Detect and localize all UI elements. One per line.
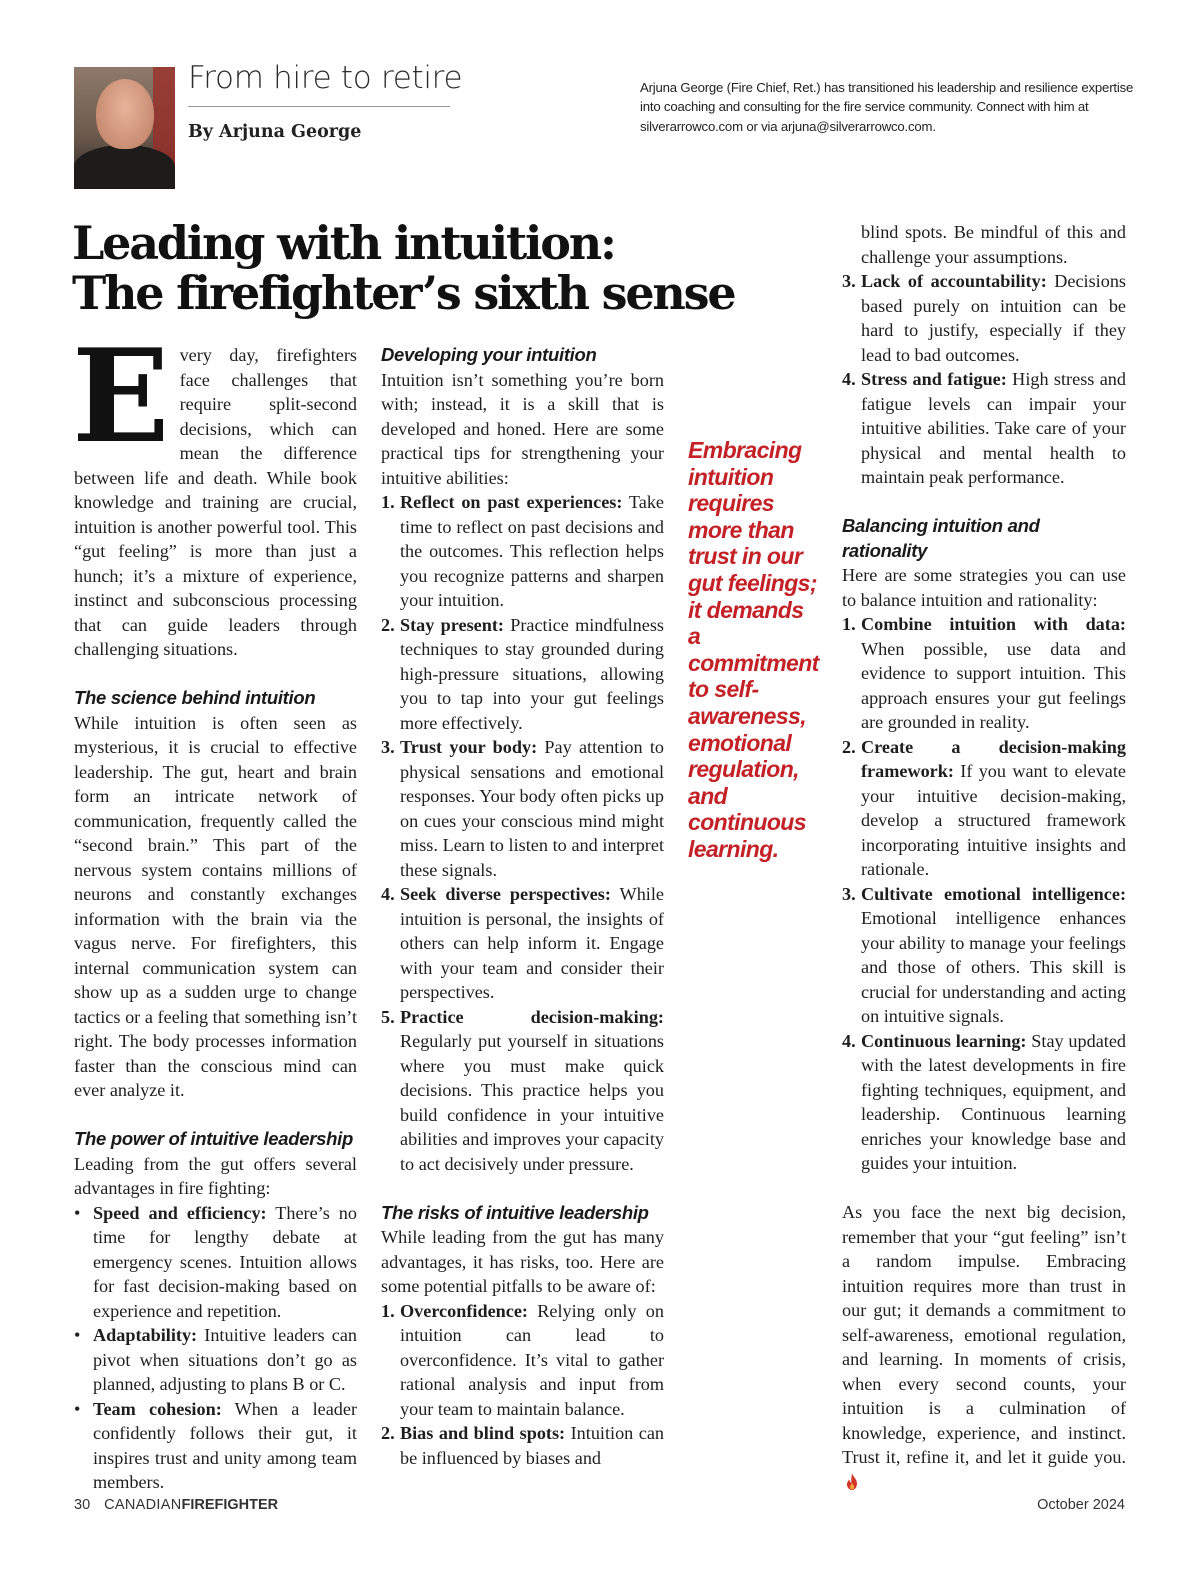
list-item-term: Bias and blind spots:	[400, 1423, 566, 1443]
risks-intro: While leading from the gut has many advantages, it has risks, too. Here are some potential pitfalls to be aware of:	[381, 1227, 664, 1296]
list-item	[842, 882, 1126, 1029]
list-item-term: Seek diverse perspectives:	[400, 884, 611, 904]
list-number: 3.	[381, 737, 395, 757]
list-item-term: Reflect on past experiences:	[400, 492, 623, 512]
list-item	[842, 367, 1126, 490]
list-item-term: Trust your body:	[400, 737, 538, 757]
list-number: 1.	[381, 1300, 395, 1321]
list-number: 4.	[381, 884, 395, 904]
list-item-text: Emotional intelligence enhances your ability to manage your feelings and those of others. This skill is crucial for understanding and acting on intuitive signals.	[861, 908, 1126, 1026]
list-item	[74, 1201, 357, 1324]
list-item-text: Intuitive leaders can pivot when situations don’t go as planned, adjusting to plans B or C.	[93, 1325, 357, 1394]
list-item-term: Overconfidence:	[400, 1300, 528, 1321]
list-item	[74, 1323, 357, 1397]
list-item-term: Stress and fatigue:	[861, 369, 1007, 389]
list-item-text: When a leader confidently follows their gut, it inspires trust and unity among team members.	[93, 1398, 357, 1492]
headline-line-1: Leading with intuition:	[72, 216, 615, 270]
list-number: 4.	[842, 369, 856, 389]
list-item	[842, 735, 1126, 882]
science-heading: The science behind intuition	[74, 687, 316, 708]
risks-heading: The risks of intuitive leadership	[381, 1201, 649, 1223]
developing-intro: Intuition isn’t something you’re born with; instead, it is a skill that is developed and honed. Here are some practical tips for strengthening your intuitive abilities:	[381, 369, 664, 488]
list-item	[381, 882, 664, 1005]
column-2	[381, 343, 664, 1470]
list-item-term: Create a decision-making framework:	[861, 736, 1126, 781]
list-number: 3.	[842, 883, 856, 904]
list-number: 5.	[381, 1006, 395, 1027]
byline: By Arjuna George	[188, 122, 362, 142]
list-item-continued	[842, 220, 1126, 269]
developing-list	[381, 490, 664, 1176]
list-item-term: Practice decision-making:	[400, 1006, 664, 1027]
author-photo	[74, 67, 175, 189]
list-item	[842, 1029, 1126, 1176]
author-bio: Arjuna George (Fire Chief, Ret.) has transitioned his leadership and resilience expertise into coaching and consulting for the fire service community. Connect with him at silverarrowco.com or via arjuna@silverarrowco.com.	[640, 80, 1134, 134]
list-number: 2.	[842, 736, 856, 757]
headline-line-2: The firefighter’s sixth sense	[72, 266, 735, 320]
power-list	[74, 1201, 357, 1495]
magazine-name: FIREFIGHTER	[181, 1497, 279, 1513]
page-number: 30	[74, 1497, 91, 1513]
list-item-term: Continuous learning:	[861, 1030, 1027, 1051]
balancing-list	[842, 612, 1126, 1176]
list-item	[842, 269, 1126, 367]
series-divider	[188, 106, 450, 107]
list-number: 2.	[381, 614, 395, 635]
footer-publication	[74, 1497, 278, 1513]
list-item	[74, 1397, 357, 1495]
list-item-term: Lack of accountability:	[861, 271, 1047, 291]
list-number: 2.	[381, 1423, 395, 1443]
list-item-term: Combine intuition with data:	[861, 614, 1126, 634]
risks-list	[381, 1299, 664, 1471]
list-item-text: blind spots. Be mindful of this and challenge your assumptions.	[861, 222, 1126, 267]
list-item-term: Stay present:	[400, 614, 504, 635]
list-item-text: Relying only on intuition can lead to overconfidence. It’s vital to gather rational analysis and input from your team to maintain balance.	[400, 1300, 664, 1419]
list-item-text: High stress and fatigue levels can impair your intuitive abilities. Take care of your physical and mental health to maintain peak performance.	[861, 369, 1126, 487]
list-item-term: Cultivate emotional intelligence:	[861, 883, 1126, 904]
conclusion-paragraph	[842, 1200, 1126, 1494]
list-number: 1.	[381, 492, 395, 512]
list-number: 4.	[842, 1030, 856, 1051]
list-item	[381, 1299, 664, 1422]
magazine-prefix: CANADIAN	[104, 1497, 182, 1513]
list-item	[842, 612, 1126, 735]
list-item	[381, 613, 664, 736]
list-item-text: Practice mindfulness techniques to stay grounded during high-pressure situations, allowing you to tap into your gut feelings more effectively.	[400, 614, 664, 733]
series-title: From hire to retire	[188, 60, 463, 96]
balancing-intro: Here are some strategies you can use to balance intuition and rationality:	[842, 565, 1126, 610]
list-item	[381, 1421, 664, 1470]
list-item	[381, 735, 664, 882]
power-intro: Leading from the gut offers several advantages in fire fighting:	[74, 1153, 357, 1198]
list-item-text: Take time to reflect on past decisions and the outcomes. This reflection helps you recognize patterns and sharpen your intuition.	[400, 492, 664, 610]
list-item-term: Speed and efficiency:	[93, 1202, 267, 1223]
pull-quote: Embracing intuition requires more than trust in our gut feelings; it demands a commitment to self-awareness, emotional regulation, and continuous learning.	[688, 437, 819, 862]
risks-list-continued	[842, 220, 1126, 490]
drop-cap: E	[72, 322, 170, 472]
list-item	[381, 1005, 664, 1177]
list-number: 1.	[842, 614, 856, 634]
list-item	[381, 490, 664, 613]
list-item-text: While intuition is personal, the insights of others can help inform it. Engage with your team and consider their perspectives.	[400, 884, 664, 1002]
conclusion-text: As you face the next big decision, remember that your “gut feeling” isn’t a random impulse. Embracing intuition requires more than trust in our gut; it demands a commitment to self-awareness, emotional regulation, and learning. In moments of crisis, when every second counts, your intuition is a culmination of knowledge, experience, and instinct. Trust it, refine it, and let it guide you.	[842, 1202, 1126, 1467]
power-heading: The power of intuitive leadership	[74, 1128, 353, 1149]
list-item-text: Intuition can be influenced by biases and	[400, 1423, 664, 1468]
list-item-text: Decisions based purely on intuition can be hard to justify, especially if they lead to bad outcomes.	[861, 271, 1126, 365]
flame-icon	[845, 1473, 859, 1490]
list-item-text: Stay updated with the latest developments in fire fighting techniques, equipment, and leadership. Continuous learning enriches your knowledge base and guides your intuition.	[861, 1030, 1126, 1173]
list-item-text: There’s no time for lengthy debate at emergency scenes. Intuition allows for fast decision-making based on experience and repetition.	[93, 1202, 357, 1321]
issue-date: October 2024	[1037, 1497, 1125, 1513]
list-item-text: When possible, use data and evidence to support intuition. This approach ensures your gut feelings are grounded in reality.	[861, 638, 1126, 732]
balancing-heading: Balancing intuition and rationality	[842, 515, 1040, 561]
list-item-text: Regularly put yourself in situations where you must make quick decisions. This practice helps you build confidence in your intuitive abilities and improves your capacity to act decisively under pressure.	[400, 1031, 664, 1174]
list-item-term: Team cohesion:	[93, 1398, 222, 1419]
bullet-marker: •	[74, 1202, 81, 1223]
column-3	[842, 220, 1126, 1494]
headline	[72, 218, 772, 318]
science-paragraph: While intuition is often seen as mysterious, it is crucial to effective leadership. The gut, heart and brain form an intricate network of communication, frequently called the “second brain.” This part of the nervous system contains millions of neurons and constantly exchanges information with the brain via the vagus nerve. For firefighters, this internal communication system can show up as a sudden urge to change tactics or a feeling that something isn’t right. The body processes information faster than the conscious mind can ever analyze it.	[74, 712, 357, 1100]
intro-text: very day, firefighters face challenges that require split-second decisions, which can mean the difference between life and death. While book knowledge and training are crucial, intuition is another powerful tool. This “gut feeling” is more than just a hunch; it’s a mixture of experience, instinct and subconscious processing that can guide leaders through challenging situations.	[74, 345, 357, 659]
bullet-marker: •	[74, 1325, 81, 1345]
list-number: 3.	[842, 271, 856, 291]
developing-heading: Developing your intuition	[381, 344, 597, 365]
list-item-text: If you want to elevate your intuitive decision-making, develop a structured framework incorporating intuitive insights and rationale.	[861, 761, 1126, 879]
list-item-term: Adaptability:	[93, 1325, 198, 1345]
list-item-text: Pay attention to physical sensations and emotional responses. Your body often picks up on cues your conscious mind might miss. Learn to listen to and interpret these signals.	[400, 737, 665, 880]
intro-paragraph	[72, 322, 357, 662]
bullet-marker: •	[74, 1398, 81, 1419]
column-1	[72, 322, 357, 1495]
